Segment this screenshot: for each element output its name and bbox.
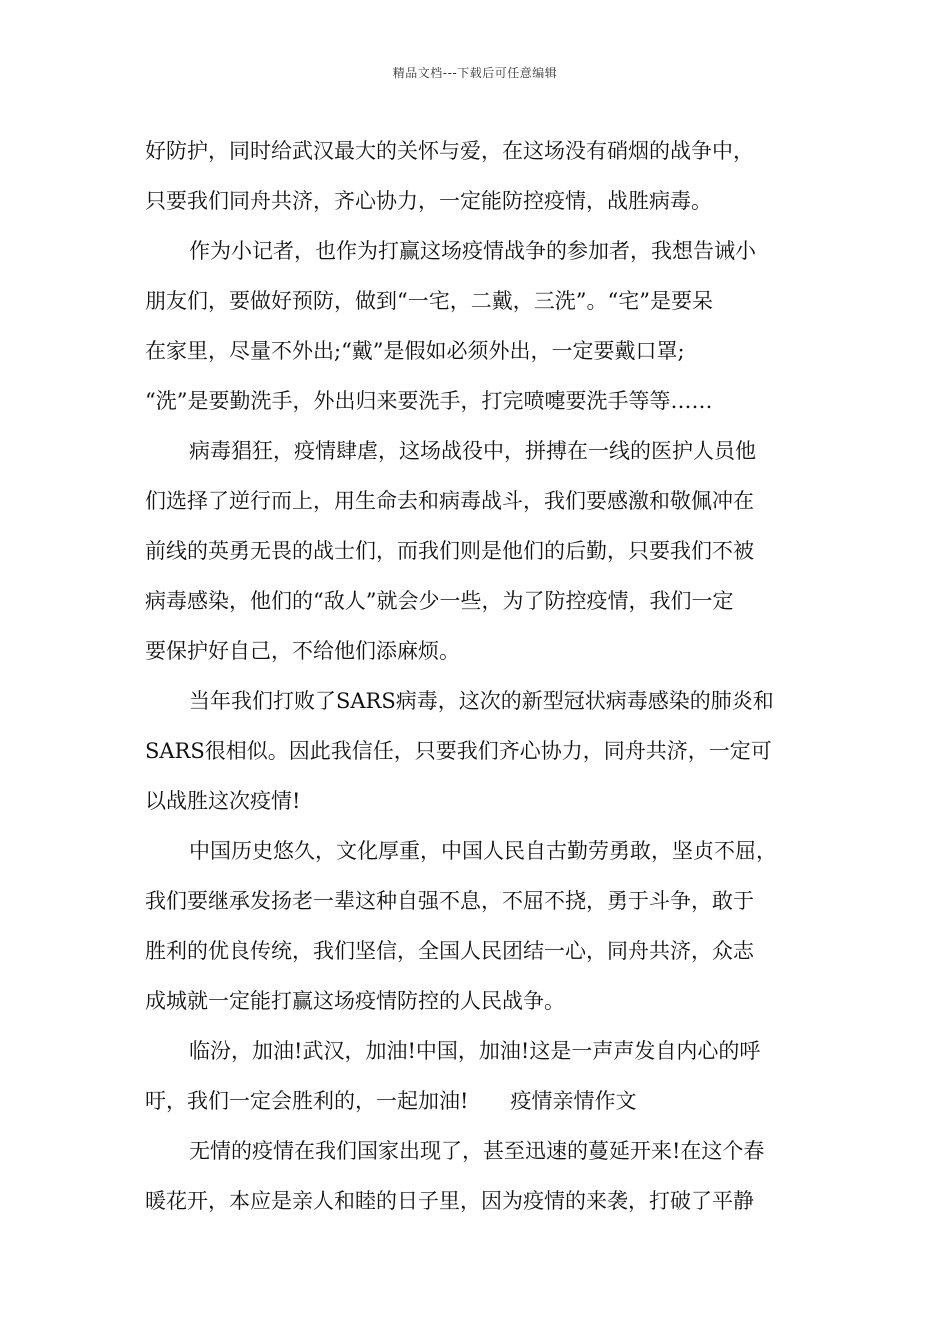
paragraph-start-line: 作为小记者，也作为打赢这场疫情战争的参加者，我想告诫小 [189, 239, 756, 263]
paragraph-start-line: 临汾，加油!武汉，加油!中国，加油!这是一声声发自内心的呼 [189, 1039, 761, 1063]
text-line: 以战胜这次疫情! [145, 789, 301, 813]
text-line: 前线的英勇无畏的战士们，而我们则是他们的后勤，只要我们不被 [145, 539, 754, 563]
paragraph-start-line: 中国历史悠久，文化厚重，中国人民自古勤劳勇敢，坚贞不屈， [189, 839, 777, 863]
text-line: “洗”是要勤洗手，外出归来要洗手，打完喷嚏要洗手等等…… [145, 389, 713, 413]
text-line: 病毒感染，他们的“敌人”就会少一些，为了防控疫情，我们一定 [145, 589, 734, 613]
text-line-segment: 吁，我们一定会胜利的，一起加油! [145, 1089, 469, 1113]
text-line: 成城就一定能打赢这场疫情防控的人民战争。 [145, 989, 565, 1013]
paragraph-start-line: 无情的疫情在我们国家出现了，甚至迅速的蔓延开来!在这个春 [189, 1139, 765, 1163]
text-line: SARS很相似。因此我信任，只要我们齐心协力，同舟共济，一定可 [145, 739, 772, 763]
section-heading: 疫情亲情作文 [510, 1089, 637, 1113]
text-line: 暖花开，本应是亲人和睦的日子里，因为疫情的来袭，打破了平静 [145, 1189, 754, 1213]
text-line-with-heading [145, 1076, 810, 1126]
text-line: 胜利的优良传统，我们坚信，全国人民团结一心，同舟共济，众志 [145, 939, 754, 963]
text-line: 在家里，尽量不外出;“戴”是假如必须外出，一定要戴口罩; [145, 339, 685, 363]
text-line: 我们要继承发扬老一辈这种自强不息，不屈不挠，勇于斗争，敢于 [145, 889, 754, 913]
text-line: 好防护，同时给武汉最大的关怀与爱，在这场没有硝烟的战争中， [145, 139, 754, 163]
body-text [145, 126, 810, 1226]
text-line: 朋友们，要做好预防，做到“一宅，二戴，三洗”。“宅”是要呆 [145, 289, 713, 313]
page-header: 精品文档---下载后可任意编辑 [392, 66, 558, 80]
paragraph-start-line: 病毒猖狂，疫情肆虐，这场战役中，拼搏在一线的医护人员他 [189, 439, 756, 463]
text-line: 们选择了逆行而上，用生命去和病毒战斗，我们要感激和敬佩冲在 [145, 489, 754, 513]
text-line: 要保护好自己，不给他们添麻烦。 [145, 639, 460, 663]
paragraph-start-line: 当年我们打败了SARS病毒，这次的新型冠状病毒感染的肺炎和 [189, 689, 774, 713]
text-line: 只要我们同舟共济，齐心协力，一定能防控疫情，战胜病毒。 [145, 189, 712, 213]
